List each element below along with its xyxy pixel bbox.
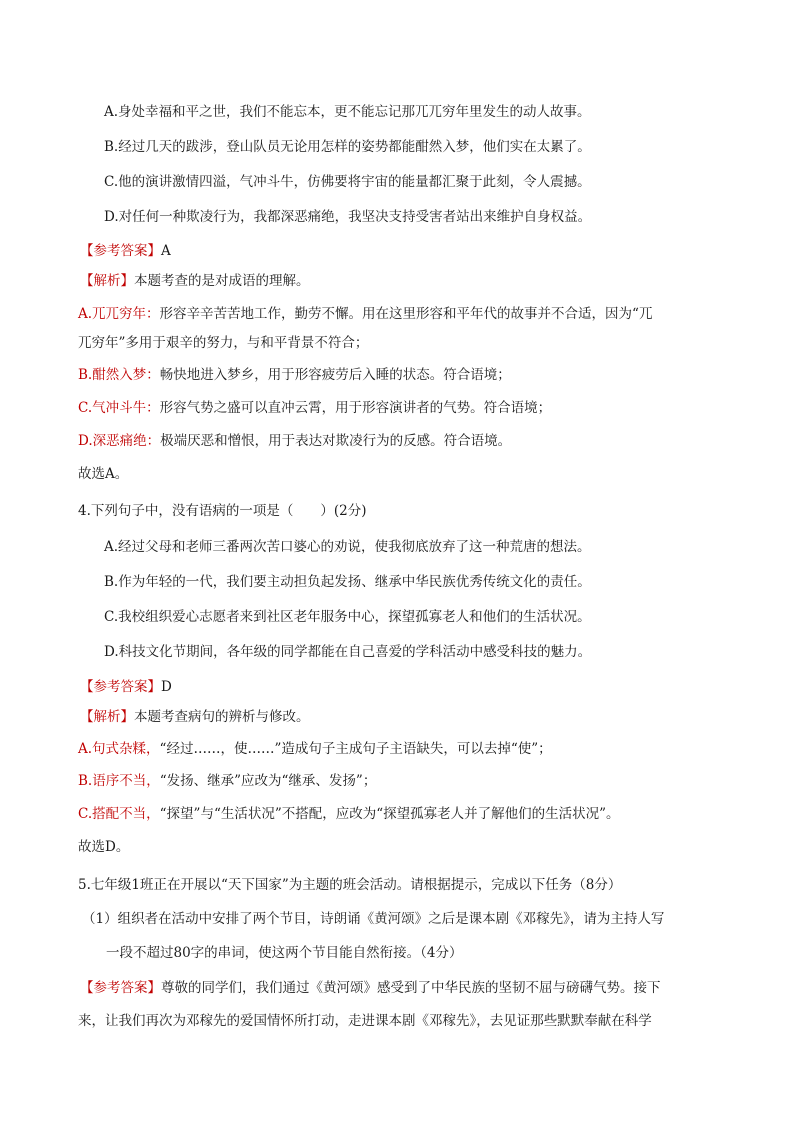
analysis-text: 本题考查病句的辨析与修改。 [134, 709, 310, 725]
q3-option-d: D.对任何一种欺凌行为，我都深恶痛绝，我坚决支持受害者站出来维护自身权益。 [104, 209, 592, 225]
q5-sub1-line: 一段不超过80字的串词，使这两个节目能自然衔接。（4分） [106, 945, 463, 961]
q4-analysis-line [80, 708, 734, 726]
q3-analysis-item: 兀穷年”多用于艰辛的努力，与和平背景不符合； [78, 335, 369, 351]
answer-tag: 【参考答案】 [80, 679, 161, 695]
q5-answer-line: 来，让我们再次为邓稼先的爱国情怀所打动，走进课本剧《邓稼先》，去见证那些默默奉献在科学 [78, 1013, 652, 1029]
q4-analysis-item: A.句式杂糅，“经过……，使……”造成句子主成句子主语缺失，可以去掉“使”； [78, 741, 552, 757]
q3-option-a: A.身处幸福和平之世，我们不能忘本，更不能忘记那兀兀穷年里发生的动人故事。 [104, 104, 591, 120]
answer-value: A [161, 243, 171, 259]
analysis-text: 本题考查的是对成语的理解。 [134, 273, 310, 289]
q3-option-b: B.经过几天的跋涉，登山队员无论用怎样的姿势都能酣然入梦，他们实在太累了。 [104, 139, 591, 155]
analysis-tag: 【解析】 [80, 709, 134, 725]
q4-analysis-item: B.语序不当，“发扬、继承”应改为“继承、发扬”； [78, 773, 377, 789]
q4-analysis-item: C.搭配不当，“探望”与“生活状况”不搭配，应改为“探望孤寡老人并了解他们的生活状况”。 [78, 806, 620, 822]
answer-text: 尊敬的同学们，我们通过《黄河颂》感受到了中华民族的坚韧不屈与磅礴气势。接下 [161, 980, 661, 996]
answer-tag: 【参考答案】 [80, 243, 161, 259]
q3-conclusion: 故选A。 [78, 466, 129, 482]
q3-analysis-item: D.深恶痛绝：极端厌恶和憎恨，用于表达对欺凌行为的反感。符合语境。 [78, 433, 512, 449]
q5-stem: 5.七年级1班正在开展以“天下国家”为主题的班会活动。请根据提示，完成以下任务（8分） [78, 877, 622, 893]
q3-answer-line [80, 242, 734, 260]
q3-analysis-item: B.酣然入梦：畅快地进入梦乡，用于形容疲劳后入睡的状态。符合语境； [78, 367, 511, 383]
q4-option-c: C.我校组织爱心志愿者来到社区老年服务中心，探望孤寡老人和他们的生活状况。 [104, 609, 591, 625]
q4-option-a: A.经过父母和老师三番两次苦口婆心的劝说，使我彻底放弃了这一种荒唐的想法。 [104, 539, 591, 555]
q3-analysis-item: C.气冲斗牛：形容气势之盛可以直冲云霄，用于形容演讲者的气势。符合语境； [78, 400, 552, 416]
q3-analysis-line [80, 272, 734, 290]
answer-tag: 【参考答案】 [80, 980, 161, 996]
q5-sub1-line: （1）组织者在活动中安排了两个节目，诗朗诵《黄河颂》之后是课本剧《邓稼先》，请为主持人写 [82, 911, 665, 927]
q4-stem: 4.下列句子中，没有语病的一项是（ ）(2分) [78, 503, 367, 519]
analysis-tag: 【解析】 [80, 273, 134, 289]
q5-answer-line [80, 979, 734, 997]
q3-option-c: C.他的演讲激情四溢，气冲斗牛，仿佛要将宇宙的能量都汇聚于此刻，令人震撼。 [104, 174, 591, 190]
q4-conclusion: 故选D。 [78, 839, 130, 855]
q4-option-b: B.作为年轻的一代，我们要主动担负起发扬、继承中华民族优秀传统文化的责任。 [104, 574, 591, 590]
q3-analysis-item: A.兀兀穷年：形容辛辛苦苦地工作，勤劳不懈。用在这里形容和平年代的故事并不合适，因为“兀 [78, 306, 653, 322]
q4-answer-line [80, 678, 734, 696]
q4-option-d: D.科技文化节期间，各年级的同学都能在自己喜爱的学科活动中感受科技的魅力。 [104, 644, 592, 660]
answer-value: D [161, 679, 172, 695]
